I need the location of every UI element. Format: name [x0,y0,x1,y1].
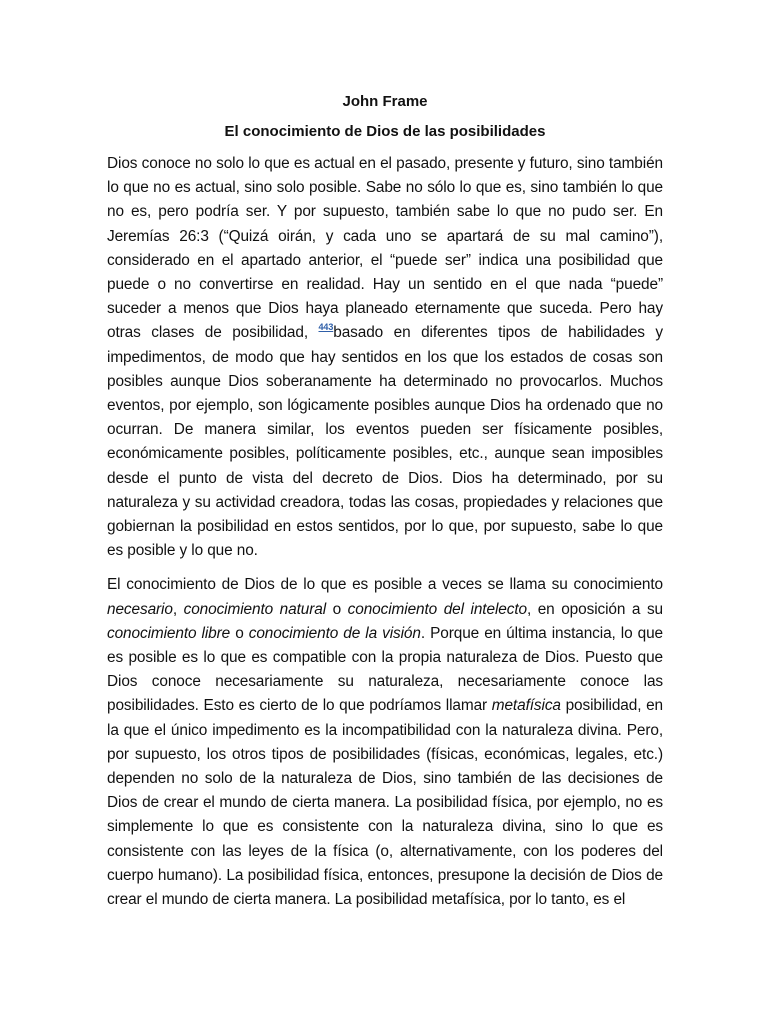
paragraph-1-text-a: Dios conoce no solo lo que es actual en el pasado, presente y futuro, sino también lo que no es actual, sino solo posible. Sabe no sólo lo que es, sino también lo que no es, pero podría ser. Y por supuesto, también sabe lo que no pudo ser. En Jeremías 26:3 (“Quizá oirán, y cada uno se apartará de su mal camino”), considerado en el apartado anterior, el “puede ser” indica una posibilidad que puede o no convertirse en realidad. Hay un sentido en el que nada “puede” suceder a menos que Dios haya planeado eternamente que suceda. Pero hay otras clases de posibilidad, [107,155,663,342]
term-necesario: necesario [107,600,173,618]
paragraph-2-text-f: . Porque en última instancia, lo que es posible es lo que es compatible con la propia naturaleza de Dios. Puesto que Dios conoce necesariamente su naturaleza, necesariamente conoce las posibilidades. Esto es cierto de lo que podríamos llamar [107,624,663,715]
footnote-link[interactable]: 443 [318,322,334,333]
paragraph-2-text-a: El conocimiento de Dios de lo que es posible a veces se llama su conocimiento [107,576,663,594]
paragraph-1 [107,152,663,563]
paragraph-2-text-g: posibilidad, en la que el único impedimento es la incompatibilidad con la naturaleza divina. Pero, por supuesto, los otros tipos de posibilidades (físicas, económicas, legales, etc.) dependen no solo de la naturaleza de Dios, sino también de las decisiones de Dios de crear el mundo de cierta manera. La posibilidad física, por ejemplo, no es simplemente lo que es consistente con la naturaleza divina, sino lo que es consistente con las leyes de la física (o, alternativamente, con los poderes del cuerpo humano). La posibilidad física, entonces, presupone la decisión de Dios de crear el mundo de cierta manera. La posibilidad metafísica, por lo tanto, es el [107,697,663,909]
term-metafisica: metafísica [491,697,561,715]
paragraph-2-text-b: , [172,600,184,618]
paragraph-2 [107,573,663,912]
paragraph-2-text-e: o [230,624,249,642]
term-conocimiento-natural: conocimiento natural [183,600,327,618]
paragraph-2-text-c: o [326,600,348,618]
term-conocimiento-libre: conocimiento libre [107,624,231,642]
term-conocimiento-intelecto: conocimiento del intelecto [347,600,527,618]
document-page [107,92,663,922]
term-conocimiento-vision: conocimiento de la visión [248,624,421,642]
document-title: El conocimiento de Dios de las posibilidades [224,123,546,140]
author-heading: John Frame [342,93,428,110]
paragraph-2-text-d: , en oposición a su [526,600,664,618]
paragraph-1-text-b: basado en diferentes tipos de habilidades y impedimentos, de modo que hay sentidos en los que los estados de cosas son posibles aunque Dios soberanamente ha determinado no provocarlos. Muchos eventos, por ejemplo, son lógicamente posibles aunque Dios ha ordenado que no ocurran. De manera similar, los eventos pueden ser físicamente posibles, económicamente posibles, políticamente posibles, etc., aunque sean imposibles desde el punto de vista del decreto de Dios. Dios ha determinado, por su naturaleza y su actividad creadora, todas las cosas, propiedades y relaciones que gobiernan la posibilidad en estos sentidos, por lo que, por supuesto, sabe lo que es posible y lo que no. [107,324,663,560]
